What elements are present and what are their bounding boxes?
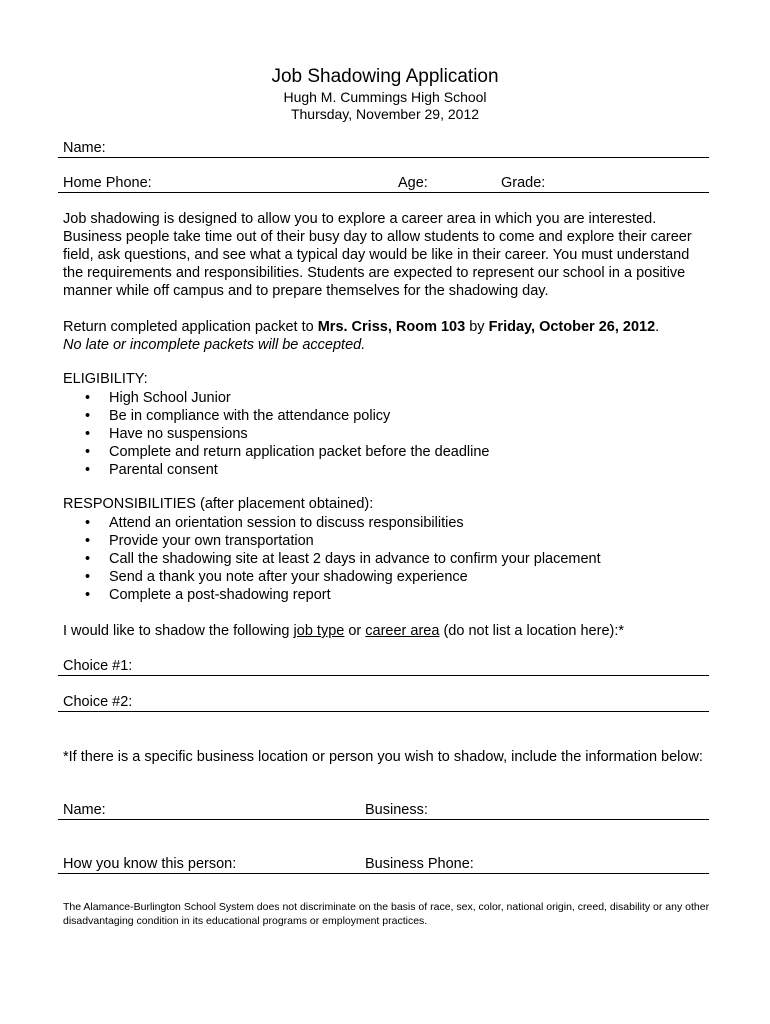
student-name-field[interactable]: [58, 135, 709, 158]
choice-2-label: Choice #2:: [63, 694, 133, 710]
choice-1-field[interactable]: [58, 653, 709, 676]
shadow-or: or: [344, 623, 366, 639]
list-item: • High School Junior: [63, 389, 489, 407]
choice-1-label: Choice #1:: [63, 658, 133, 674]
list-item: • Call the shadowing site at least 2 days in advance to confirm your placement: [63, 550, 601, 568]
return-deadline: Friday, October 26, 2012: [488, 319, 656, 335]
career-area-text: career area: [365, 623, 440, 639]
list-item: • Complete and return application packet before the deadline: [63, 443, 489, 461]
late-warning: No late or incomplete packets will be accepted.: [63, 337, 366, 353]
school-name: Hugh M. Cummings High School: [283, 89, 487, 105]
shadow-prefix: I would like to shadow the following: [63, 623, 294, 639]
list-item: • Provide your own transportation: [63, 532, 601, 550]
choice-2-field[interactable]: [58, 689, 709, 712]
grade-label: Grade:: [501, 175, 546, 191]
document-date: Thursday, November 29, 2012: [290, 106, 480, 122]
specific-location-note: *If there is a specific business location or person you wish to shadow, include the information below:: [63, 749, 703, 765]
list-item: • Parental consent: [63, 461, 489, 479]
how-know-label: How you know this person:: [63, 856, 237, 872]
list-item: • Send a thank you note after your shadowing experience: [63, 568, 601, 586]
contact-info-row[interactable]: [58, 851, 709, 874]
return-by: by: [465, 319, 489, 335]
business-phone-label: Business Phone:: [365, 856, 474, 872]
job-type-text: job type: [293, 623, 345, 639]
return-instructions: [63, 318, 703, 354]
return-contact: Mrs. Criss, Room 103: [317, 319, 466, 335]
contact-name-row[interactable]: [58, 797, 709, 820]
responsibilities-heading: RESPONSIBILITIES (after placement obtained):: [63, 496, 374, 512]
list-item: • Be in compliance with the attendance policy: [63, 407, 489, 425]
contact-name-label: Name:: [63, 802, 106, 818]
list-item: • Complete a post-shadowing report: [63, 586, 601, 604]
eligibility-heading: ELIGIBILITY:: [63, 371, 148, 387]
nondiscrimination-footer: The Alamance-Burlington School System does not discriminate on the basis of race, sex, color, national origin, creed, disability or any other disadvantaging condition in its educational programs or employment practices.: [63, 901, 710, 927]
business-label: Business:: [365, 802, 428, 818]
student-name-label: Name:: [63, 140, 106, 156]
intro-paragraph: Job shadowing is designed to allow you to explore a career area in which you are interested. Business people take time out of their busy day to allow students to come and explore their career field, ask questions, and see what a typical day would be like in their career. You must understand the requirements and responsibilities. Students are expected to represent our school in a positive manner while off campus and to prepare themselves for the shadowing day.: [63, 211, 692, 299]
age-label: Age:: [398, 175, 428, 191]
return-prefix: Return completed application packet to: [63, 319, 318, 335]
responsibilities-list: [63, 514, 601, 604]
eligibility-list: [63, 389, 489, 479]
shadow-suffix: (do not list a location here):*: [439, 623, 625, 639]
page-title: Job Shadowing Application: [271, 66, 499, 87]
home-phone-label: Home Phone:: [63, 175, 152, 191]
student-info-row[interactable]: [58, 170, 709, 193]
shadow-request-line: [63, 622, 723, 640]
list-item: • Have no suspensions: [63, 425, 489, 443]
return-period: .: [655, 319, 660, 335]
list-item: • Attend an orientation session to discuss responsibilities: [63, 514, 601, 532]
